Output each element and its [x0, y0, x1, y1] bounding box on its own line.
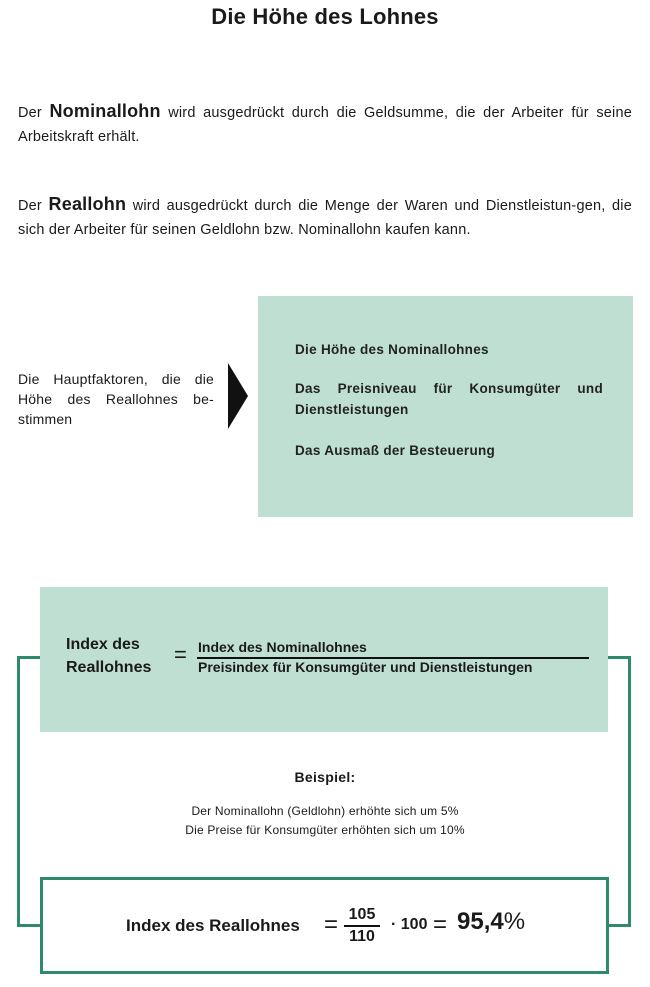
- bracket-line-left: [17, 656, 20, 927]
- formula-equals: =: [174, 642, 187, 667]
- bracket-line-left-top: [17, 656, 42, 659]
- real-definition: [18, 192, 632, 242]
- result-unit: %: [503, 908, 526, 935]
- real-term: Reallohn: [48, 194, 127, 214]
- result-value: [457, 908, 525, 936]
- example-title: Beispiel:: [294, 769, 356, 785]
- factor-item: Das Ausmaß der Besteuerung: [295, 443, 496, 458]
- formula-left-label: Index des Reallohnes: [66, 636, 152, 676]
- result-numerator: 105: [348, 906, 376, 923]
- result-multiplier: · 100: [391, 916, 428, 933]
- factor-item: Die Höhe des Nominallohnes: [295, 342, 489, 357]
- formula-denominator: Preisindex für Konsumgüter und Dienstleistungen: [198, 659, 533, 675]
- real-prefix: Der: [18, 198, 42, 214]
- page-title: Die Höhe des Lohnes: [211, 4, 439, 29]
- bracket-line-right-bottom: [606, 924, 631, 927]
- result-equals-2: =: [433, 911, 448, 938]
- result-denominator: 110: [349, 928, 375, 945]
- formula-numerator: Index des Nominallohnes: [198, 639, 367, 655]
- bracket-line-right: [628, 656, 631, 927]
- factors-box: [258, 296, 633, 517]
- example-line: Der Nominallohn (Geldlohn) erhöhte sich um 5%: [191, 804, 459, 818]
- formula-box: [40, 587, 608, 732]
- example-line: Die Preise für Konsumgüter erhöhten sich um 10%: [185, 823, 465, 837]
- real-text: wird ausgedrückt durch die Menge der Waren und Dienstleistun-gen, die sich der Arbeiter für seinen Geldlohn bzw. Nominallohn kaufen kann.: [18, 198, 632, 238]
- nominal-text: wird ausgedrückt durch die Geldsumme, die der Arbeiter für seine Arbeitskraft erhält.: [18, 105, 633, 145]
- factors-label: Die Hauptfaktoren, die die Höhe des Reallohnes be-stimmen: [18, 371, 214, 427]
- result-box: [40, 877, 609, 974]
- result-label: Index des Reallohnes: [126, 916, 300, 935]
- nominal-term: Nominallohn: [49, 101, 161, 121]
- result-equals: =: [324, 911, 339, 938]
- nominal-definition: [18, 99, 632, 149]
- nominal-prefix: Der: [18, 105, 42, 121]
- result-number: 95,4: [457, 908, 504, 935]
- result-fraction-bar: [344, 925, 380, 927]
- factor-item: Das Preisniveau für Konsumgüter und Dienstleistungen: [295, 381, 603, 417]
- bracket-line-left-bottom: [17, 924, 42, 927]
- arrow-right-icon: [228, 363, 248, 429]
